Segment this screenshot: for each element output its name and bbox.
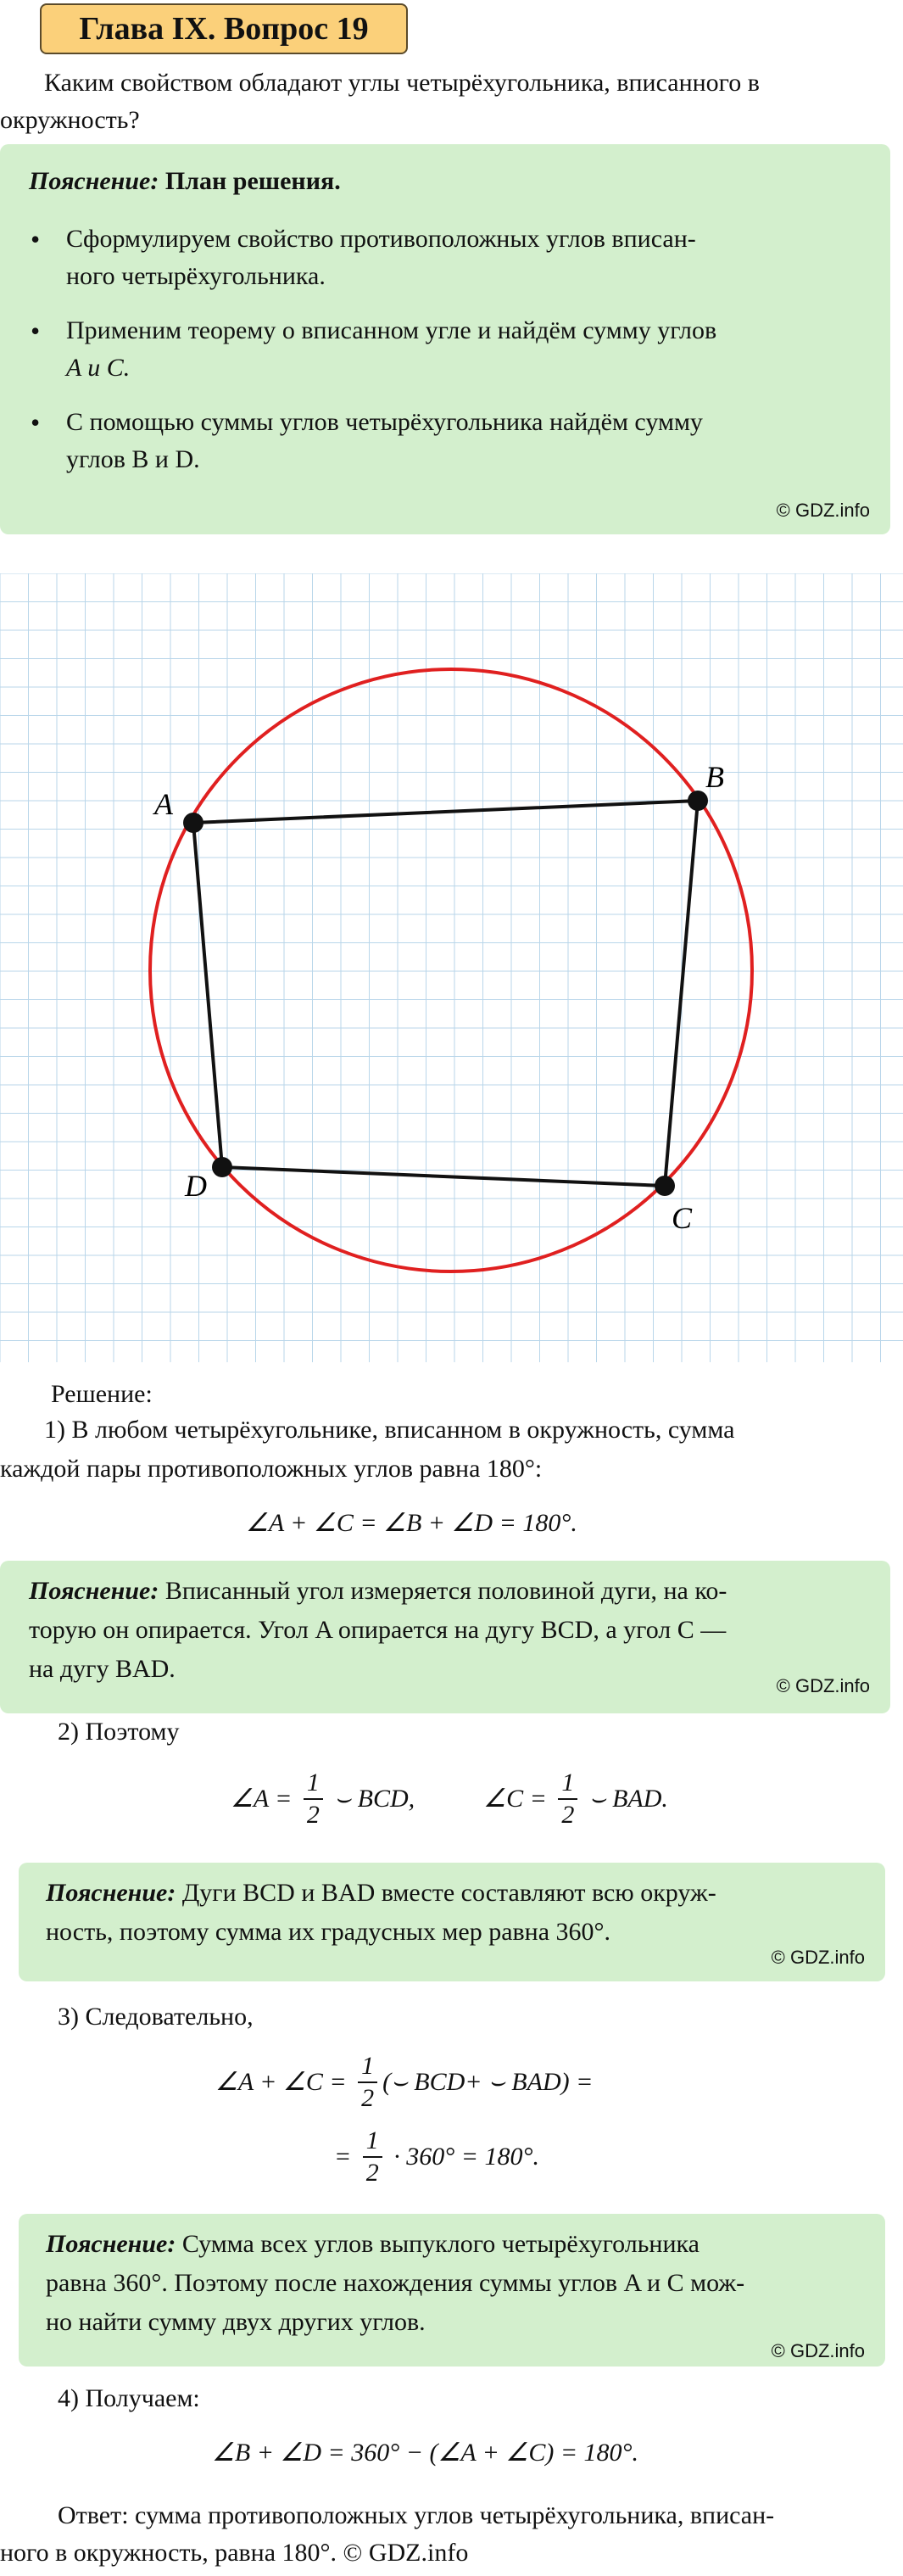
formula-3-eq-suffix: · 360° = 180°.: [393, 2143, 539, 2171]
solution-heading: Решение:: [51, 1380, 153, 1408]
step-4: 4) Получаем:: [58, 2384, 200, 2412]
answer-line-2: ного в окружность, равна 180°. © GDZ.info: [0, 2539, 469, 2567]
plan-heading-label: Пояснение:: [29, 167, 159, 195]
plan-copyright: © GDZ.info: [776, 500, 870, 521]
note-3-heading: Пояснение:: [46, 2230, 176, 2258]
step-1-line-1: 1) В любом четырёхугольнике, вписанном в окружность, сумма: [44, 1416, 735, 1444]
plan-box: [0, 144, 890, 534]
note-1-copyright: © GDZ.info: [776, 1675, 870, 1696]
note-3-line-3: но найти сумму двух других углов.: [46, 2308, 426, 2336]
fraction-numerator: 1: [358, 2051, 377, 2083]
plan-bullet-3-line-1: • С помощью суммы углов четырёхугольника найдём сумму: [66, 408, 703, 436]
step-2: 2) Поэтому: [58, 1718, 180, 1746]
note-2-text: [46, 1875, 868, 1912]
inscribed-quadrilateral-diagram: [0, 573, 903, 1362]
plan-bullet-1-line-1: • Сформулируем свойство противоположных углов вписан-: [66, 225, 696, 253]
formula-2-fraction-a: [304, 1768, 323, 1830]
formula-4: ∠B + ∠D = 360° − (∠A + ∠C) = 180°.: [212, 2439, 639, 2467]
note-1-heading: Пояснение:: [29, 1577, 159, 1605]
formula-3-eq-prefix: =: [334, 2143, 352, 2171]
formula-3-line-1: [215, 2051, 593, 2114]
plan-heading-rest: План решения.: [164, 167, 341, 195]
label-a: A: [154, 787, 173, 821]
note-1-text: [29, 1573, 877, 1610]
step-1-line-2: каждой пары противоположных углов равна 180°:: [0, 1455, 543, 1483]
vertex-c: [655, 1176, 675, 1196]
question-text: Каким свойством обладают углы четырёхугольника, вписанного в окружность?: [0, 69, 760, 134]
note-1-line-3: на дугу BAD.: [29, 1655, 176, 1683]
plan-bullet-2-line-1: • Применим теорему о вписанном угле и найдём сумму углов: [66, 316, 717, 344]
fraction-denominator: 2: [361, 2084, 375, 2112]
note-3-line-1: Сумма всех углов выпуклого четырёхугольника: [181, 2230, 700, 2258]
formula-2: [231, 1768, 668, 1830]
plan-bullet-1: [66, 221, 846, 295]
step-3: 3) Следовательно,: [58, 2003, 254, 2031]
note-1-line-1: Вписанный угол измеряется половиной дуги, на ко-: [164, 1577, 727, 1605]
formula-2-fraction-c: [558, 1768, 577, 1830]
note-2-heading: Пояснение:: [46, 1879, 176, 1907]
fraction-numerator: 1: [304, 1768, 323, 1800]
note-3-copyright: © GDZ.info: [771, 2340, 865, 2361]
formula-2-lhs-a: ∠A =: [231, 1785, 293, 1813]
label-c: C: [672, 1201, 693, 1235]
note-2-line-1: Дуги BCD и BAD вместе составляют всю окруж-: [181, 1879, 716, 1907]
note-3-line-2: равна 360°. Поэтому после нахождения суммы углов A и C мож-: [46, 2269, 745, 2297]
note-box-2: [19, 1863, 885, 1981]
note-2-copyright: © GDZ.info: [771, 1947, 865, 1968]
chapter-title: Глава IX. Вопрос 19: [40, 3, 408, 54]
label-b: B: [705, 760, 724, 794]
plan-bullet-3-line-2: углов B и D.: [66, 445, 200, 473]
note-box-3: [19, 2214, 885, 2366]
plan-bullet-2-line-2: A и C.: [66, 354, 131, 382]
label-d: D: [185, 1169, 207, 1203]
fraction-numerator: 1: [558, 1768, 577, 1800]
formula-3-line-2: [334, 2126, 539, 2188]
note-2-line-2: ность, поэтому сумма их градусных мер равна 360°.: [46, 1918, 611, 1946]
fraction-denominator: 2: [306, 1801, 320, 1829]
grid: [0, 573, 903, 1362]
plan-bullet-3: [66, 404, 846, 478]
plan-bullet-1-line-2: ного четырёхугольника.: [66, 262, 326, 290]
formula-3-fraction: [358, 2051, 377, 2114]
formula-2-lhs-c: ∠C =: [483, 1785, 547, 1813]
formula-1: ∠A + ∠C = ∠B + ∠D = 180°.: [246, 1509, 577, 1537]
vertex-d: [212, 1157, 232, 1177]
answer-line-1: Ответ: сумма противоположных углов четырёхугольника, вписан-: [58, 2501, 775, 2529]
quadrilateral-abcd: [193, 801, 698, 1186]
plan-heading: [29, 163, 341, 200]
formula-2-arc-a: ⌣ BCD,: [334, 1785, 415, 1813]
formula-3-fraction-2: [363, 2126, 382, 2188]
formula-3-paren: (⌣ BCD+ ⌣ BAD) =: [382, 2068, 594, 2096]
fraction-denominator: 2: [365, 2159, 379, 2187]
note-box-1: [0, 1561, 890, 1713]
plan-bullet-2: [66, 312, 846, 387]
note-3-text: [46, 2226, 868, 2263]
formula-3-lhs: ∠A + ∠C =: [215, 2068, 347, 2096]
formula-2-arc-c: ⌣ BAD.: [588, 1785, 668, 1813]
fraction-numerator: 1: [363, 2126, 382, 2158]
fraction-denominator: 2: [561, 1801, 575, 1829]
vertex-a: [183, 813, 203, 833]
note-1-line-2: торую он опирается. Угол A опирается на дугу BCD, а угол C —: [29, 1616, 727, 1644]
